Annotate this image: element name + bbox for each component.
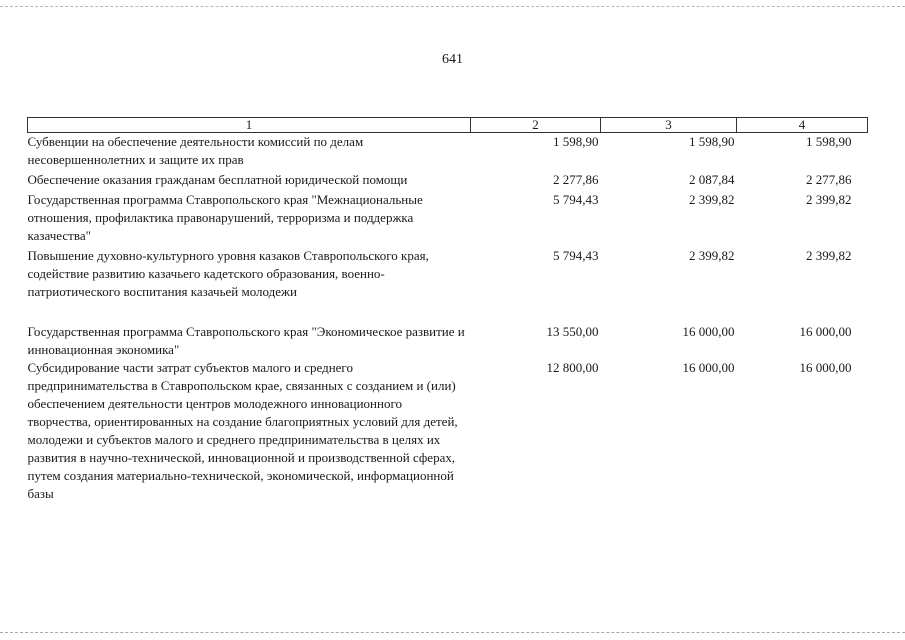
table-row [28,359,868,503]
row-value-col4: 16 000,00 [799,360,852,375]
budget-table [27,117,868,503]
table-row [28,133,868,172]
row-value-col2: 5 794,43 [553,192,599,207]
row-value-col4: 1 598,90 [806,134,852,149]
row-description: Субвенции на обеспечение деятельности комиссий по делам несовершеннолетних и защите их прав [27,134,364,167]
row-value-col2: 12 800,00 [546,360,599,375]
scan-edge-bottom [0,632,905,633]
table-row [28,247,868,301]
row-value-col2: 5 794,43 [553,248,599,263]
row-value-col4: 2 399,82 [806,192,852,207]
row-value-col4: 2 277,86 [806,172,852,187]
row-value-col3: 2 087,84 [689,172,735,187]
header-col-3: 3 [601,118,737,133]
table-row [28,191,868,247]
row-value-col3: 16 000,00 [682,360,735,375]
row-description: Государственная программа Ставропольского края "Межнациональные отношения, профилактика правонарушений, терроризма и поддержка казачества" [27,192,423,243]
row-description: Субсидирование части затрат субъектов малого и среднего предпринимательства в Ставропольском крае, связанных с созданием и (или) обеспечением деятельности центров молодежного инновационного творчества, ориентированных на создание благоприятных условий для детей, молодежи и субъектов малого и среднего предпринимательства в целях их развития в научно-технической, инновационной и производственной сферах, путем создания материально-технической, экономической, информационной базы [27,360,458,501]
header-col-2: 2 [471,118,601,133]
table-row [28,323,868,359]
row-value-col3: 16 000,00 [682,324,735,339]
row-description: Государственная программа Ставропольского края "Экономическое развитие и инновационная экономика" [27,324,465,357]
row-value-col4: 2 399,82 [806,248,852,263]
header-col-1: 1 [28,118,471,133]
row-value-col2: 13 550,00 [546,324,599,339]
row-description: Обеспечение оказания гражданам бесплатной юридической помощи [27,172,408,187]
row-value-col2: 1 598,90 [553,134,599,149]
header-col-4: 4 [737,118,868,133]
row-value-col2: 2 277,86 [553,172,599,187]
table-row [28,171,868,191]
row-value-col3: 2 399,82 [689,248,735,263]
table-spacer-row [28,301,868,323]
table-header-row [28,118,868,133]
row-value-col3: 2 399,82 [689,192,735,207]
row-value-col3: 1 598,90 [689,134,735,149]
row-value-col4: 16 000,00 [799,324,852,339]
row-description: Повышение духовно-культурного уровня казаков Ставропольского края, содействие развитию казачьего кадетского образования, военно-патриотического воспитания казачьей молодежи [27,248,429,299]
page-number: 641 [442,52,463,67]
scan-edge-top [0,6,905,7]
